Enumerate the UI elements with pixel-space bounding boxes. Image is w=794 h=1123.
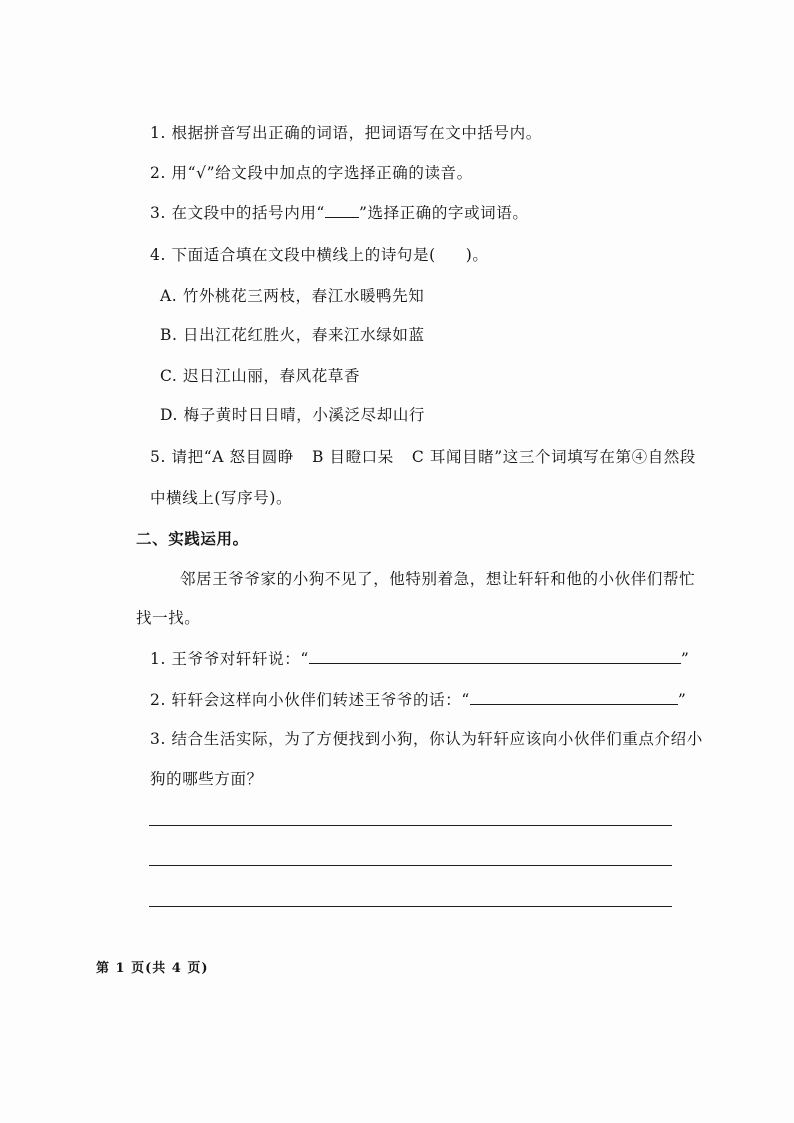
option-d: D. 梅子黄时日日晴，小溪泛尽却山行 <box>160 406 426 424</box>
question-2-3-line-1: 3. 结合生活实际，为了方便找到小狗，你认为轩轩应该向小伙伴们重点介绍小 <box>150 730 703 748</box>
answer-writing-line-3[interactable] <box>149 906 672 907</box>
question-1-2: 2. 用“√”给文段中加点的字选择正确的读音。 <box>150 164 473 182</box>
section-2-intro-line-2: 找一找。 <box>136 609 201 627</box>
question-1-5-line-2: 中横线上(写序号)。 <box>150 489 293 507</box>
option-c: C. 迟日江山丽，春风花草香 <box>160 367 361 385</box>
answer-writing-line-2[interactable] <box>149 865 672 866</box>
section-2-heading: 二、实践运用。 <box>136 529 249 548</box>
question-1-3-text-before: 3. 在文段中的括号内用“ <box>150 204 325 222</box>
question-2-1 <box>150 647 689 670</box>
question-2-3-line-2: 狗的哪些方面？ <box>150 770 263 788</box>
answer-fill-line[interactable] <box>309 647 681 664</box>
option-b: B. 日出江花红胜火，春来江水绿如蓝 <box>160 326 425 344</box>
question-1-4-text-before: 4. 下面适合填在文段中横线上的诗句是( <box>150 246 436 264</box>
closing-quote: ” <box>680 650 690 668</box>
question-1-3 <box>150 202 528 224</box>
section-2-intro-line-1: 邻居王爷爷家的小狗不见了，他特别着急，想让轩轩和他的小伙伴们帮忙 <box>180 570 696 588</box>
question-1-5-option-b: B 目瞪口呆 <box>311 448 394 466</box>
question-1-5-line-1 <box>150 446 696 468</box>
question-1-4-text-after: )。 <box>465 246 489 264</box>
question-1-3-text-after: ”选择正确的字或词语。 <box>358 204 529 222</box>
answer-fill-line[interactable] <box>470 688 678 705</box>
page-number-footer: 第 1 页(共 4 页) <box>96 961 209 976</box>
answer-writing-line-1[interactable] <box>149 825 672 826</box>
question-1-4 <box>150 244 489 266</box>
question-1-1: 1. 根据拼音写出正确的词语，把词语写在文中括号内。 <box>150 124 542 142</box>
question-1-5-option-a: 5. 请把“A 怒目圆睁 <box>150 448 294 466</box>
question-2-2 <box>150 688 686 711</box>
option-a: A. 竹外桃花三两枝，春江水暖鸭先知 <box>160 287 425 305</box>
question-1-5-option-c: C 耳闻目睹”这三个词填写在第④自然段 <box>411 448 697 466</box>
underline-blank <box>325 203 359 218</box>
question-2-1-text: 1. 王爷爷对轩轩说：“ <box>150 650 309 668</box>
question-2-2-text: 2. 轩轩会这样向小伙伴们转述王爷爷的话：“ <box>150 691 470 709</box>
closing-quote: ” <box>677 691 687 709</box>
